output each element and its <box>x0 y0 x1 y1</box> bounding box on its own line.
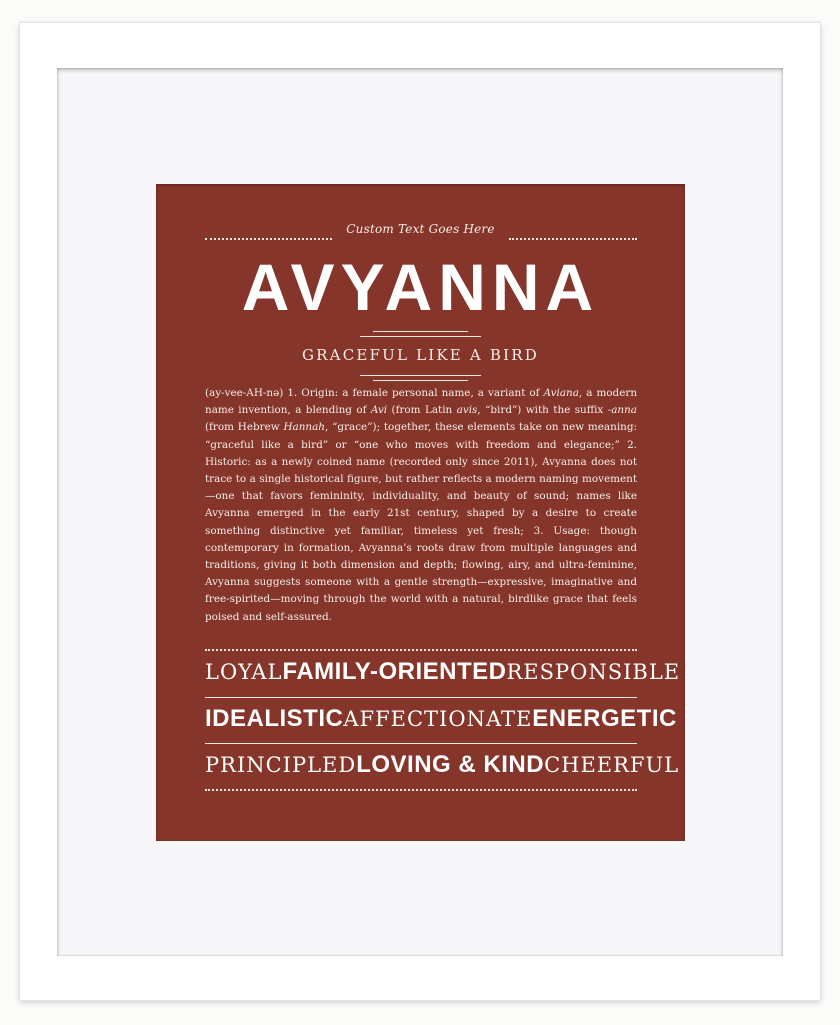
definition-text: 1. Origin: a female personal name, a variant of <box>287 387 544 399</box>
trait-row-2 <box>205 705 677 739</box>
meaning-underline-2 <box>373 380 468 381</box>
top-left-dotted-rule <box>205 238 332 240</box>
name-poster <box>156 184 685 841</box>
name-definition <box>205 385 637 626</box>
name-underline-2 <box>360 336 481 337</box>
trait: LOVING & KIND <box>356 751 545 778</box>
definition-dotted-rule <box>205 649 637 651</box>
custom-text: Custom Text Goes Here <box>346 222 495 236</box>
name-underline-1 <box>373 331 468 332</box>
name-meaning: GRACEFUL LIKE A BIRD <box>302 346 539 364</box>
poster-name: AVYANNA <box>241 250 600 324</box>
definition-text: , “grace”); together, these elements take on new meaning: “graceful like a bird” or “one who moves with freedom and elegance;” 2. Historic: as a newly coined name (recorded only since 2011), Avyanna does not trace to a single historical figure, but rather reflects a modern naming movement—one that favors femininity, individuality, and beauty of sound; names like Avyanna emerged in the early 21st century, shaped by a desire to create something distinctive yet familiar, timeless yet fresh; 3. Usage: though contemporary in formation, Avyanna’s roots draw from multiple languages and traditions, giving it both dimension and depth; flowing, airy, and ultra-feminine, Avyanna suggests someone with a gentle strength—expressive, imaginative and free-spirited—moving through the world with a natural, birdlike grace that feels poised and self-assured. <box>205 421 637 623</box>
trait: AFFECTIONATE <box>343 707 533 731</box>
definition-italic: -anna <box>607 404 637 417</box>
trait: RESPONSIBLE <box>506 660 681 684</box>
pronunciation: (ay-vee-AH-nə) <box>205 387 284 399</box>
trait-divider-1 <box>205 697 637 698</box>
trait-divider-2 <box>205 743 637 744</box>
trait: LOYAL <box>205 660 283 684</box>
top-right-dotted-rule <box>509 238 637 240</box>
definition-text: (from Latin <box>387 404 457 417</box>
trait: FAMILY-ORIENTED <box>282 658 507 685</box>
definition-italic: Hannah <box>283 421 325 434</box>
trait: PRINCIPLED <box>205 753 357 777</box>
bottom-dotted-rule <box>205 789 637 791</box>
definition-italic: Avi <box>370 404 388 417</box>
definition-text: (from Hebrew <box>205 421 284 434</box>
meaning-underline-1 <box>360 375 481 376</box>
definition-text: , “bird”) with the suffix <box>477 404 608 417</box>
definition-italic: Aviana <box>543 387 579 399</box>
trait: ENERGETIC <box>532 705 677 732</box>
trait-row-3 <box>205 751 680 785</box>
trait: CHEERFUL <box>544 753 680 777</box>
trait-row-1 <box>205 658 681 692</box>
trait: IDEALISTIC <box>205 705 344 732</box>
definition-text: , a modern name invention, a blending of <box>205 387 638 417</box>
definition-italic: avis <box>456 404 478 417</box>
